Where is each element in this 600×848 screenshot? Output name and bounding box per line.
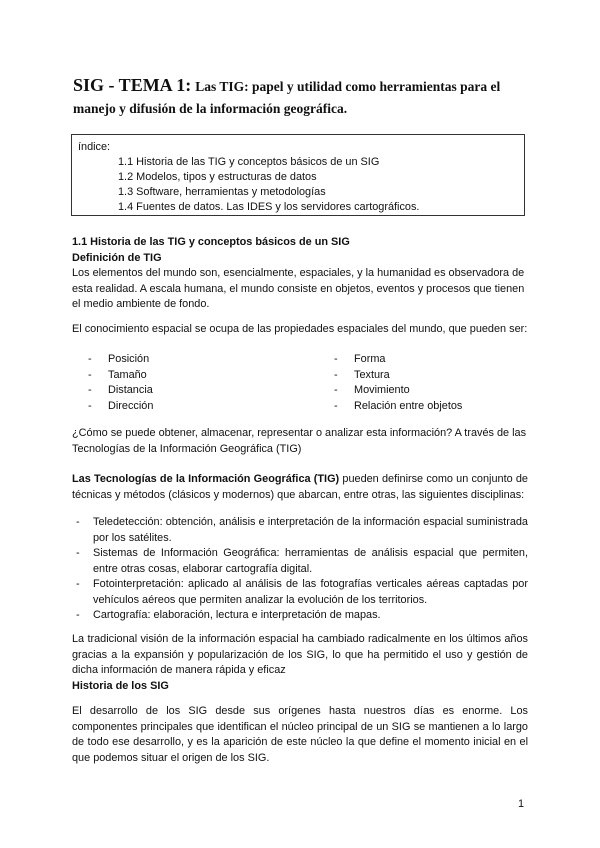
toc-item: 1.3 Software, herramientas y metodologías — [118, 186, 326, 198]
paragraph: El desarrollo de los SIG desde sus orígenes hasta nuestros días es enorme. Los componentes principales que identifican el núcleo principal de un SIG se mantienen a lo largo de todo ese desarrollo, y es la aparición de este núcleo la que define el momento inicial en el que podemos situar el origen de los SIG. — [72, 705, 528, 764]
list-dash: - — [88, 399, 92, 412]
list-item — [334, 368, 534, 384]
tig-definition — [72, 472, 528, 503]
list-item — [72, 515, 528, 546]
section-heading: 1.1 Historia de las TIG y conceptos básicos de un SIG — [72, 236, 350, 248]
list-dash: - — [76, 578, 80, 590]
list-item-text: Tamaño — [108, 368, 147, 381]
list-item — [334, 399, 534, 415]
list-dash: - — [334, 368, 338, 381]
list-item-text: Textura — [354, 368, 390, 381]
list-item-text: Relación entre objetos — [354, 399, 463, 412]
list-dash: - — [334, 399, 338, 412]
paragraph: Los elementos del mundo son, esencialmente, espaciales, y la humanidad es observadora de esta realidad. A escala humana, el mundo consiste en objetos, eventos y procesos que tienen el medio ambiente de fondo. — [72, 267, 525, 310]
list-item-text: Posición — [108, 353, 150, 365]
paragraph: El conocimiento espacial se ocupa de las propiedades espaciales del mundo, que pueden ser: — [72, 323, 528, 335]
list-item — [72, 546, 528, 577]
paragraph-block — [72, 632, 528, 694]
list-item-text: Sistemas de Información Geográfica: herramientas de análisis espacial que permiten, entre otras cosas, elaborar cartografía digital. — [93, 547, 528, 575]
tig-definition-text: pueden definirse como un conjunto de técnicas y métodos (clásicos y modernos) que abarcan, entre otras, las siguientes disciplinas: — [72, 473, 528, 501]
list-item-text: Distancia — [108, 384, 153, 396]
toc-label: índice: — [78, 141, 111, 153]
paragraph: La tradicional visión de la información espacial ha cambiado radicalmente en los últimos años gracias a la expansión y popularización de los SIG, lo que ha permitido el uso y gestión de dicha información de manera rápida y eficaz — [72, 633, 528, 676]
history-heading: Historia de los SIG — [72, 679, 169, 692]
properties-list-right — [334, 352, 534, 414]
paragraph-block — [72, 426, 528, 457]
paragraph-block — [72, 704, 528, 766]
list-dash: - — [88, 384, 92, 396]
list-item-text: Movimiento — [354, 384, 410, 396]
list-item-text: Dirección — [108, 399, 154, 412]
list-dash: - — [88, 368, 92, 381]
list-dash: - — [334, 353, 338, 365]
list-dash: - — [76, 609, 80, 621]
toc-item: 1.2 Modelos, tipos y estructuras de datos — [118, 171, 317, 183]
table-of-contents — [71, 134, 525, 216]
list-item-text: Fotointerpretación: aplicado al análisis de las fotografías verticales aéreas captadas por vehículos aéreos que permiten analizar la evolución de los territorios. — [93, 578, 528, 606]
list-item-text: Cartografía: elaboración, lectura e interpretación de mapas. — [93, 609, 381, 621]
paragraph: ¿Cómo se puede obtener, almacenar, representar o analizar esta información? A través de las Tecnologías de la Información Geográfica (TIG) — [72, 427, 527, 455]
toc-item: 1.4 Fuentes de datos. Las IDES y los servidores cartográficos. — [118, 201, 420, 213]
paragraph-block — [72, 322, 528, 338]
title-rest: Las TIG: papel y utilidad como herramientas para el manejo y difusión de la información geográfica. — [73, 79, 501, 116]
list-item-text: Teledetección: obtención, análisis e interpretación de la información espacial suministrada por los satélites. — [93, 516, 528, 544]
list-item — [88, 399, 288, 415]
list-item — [72, 577, 528, 608]
list-dash: - — [76, 516, 80, 528]
list-item — [88, 383, 288, 399]
toc-item: 1.1 Historia de las TIG y conceptos básicos de un SIG — [118, 156, 380, 168]
list-dash: - — [334, 384, 338, 396]
page-number: 1 — [518, 798, 525, 810]
title-prefix: SIG - TEMA 1: — [73, 75, 192, 95]
list-dash: - — [76, 547, 80, 559]
list-item — [72, 608, 528, 624]
list-item — [88, 352, 288, 368]
list-item — [334, 352, 534, 368]
tig-term: Las Tecnologías de la Información Geográfica (TIG) — [72, 473, 340, 485]
section-subheading: Definición de TIG — [72, 251, 162, 264]
page-title — [73, 74, 535, 120]
list-item — [334, 383, 534, 399]
list-item — [88, 368, 288, 384]
section-intro — [72, 235, 528, 313]
paragraph — [72, 472, 528, 503]
properties-list-left — [88, 352, 288, 414]
disciplines-list — [72, 515, 528, 624]
list-dash: - — [88, 353, 92, 365]
list-item-text: Forma — [354, 353, 386, 365]
